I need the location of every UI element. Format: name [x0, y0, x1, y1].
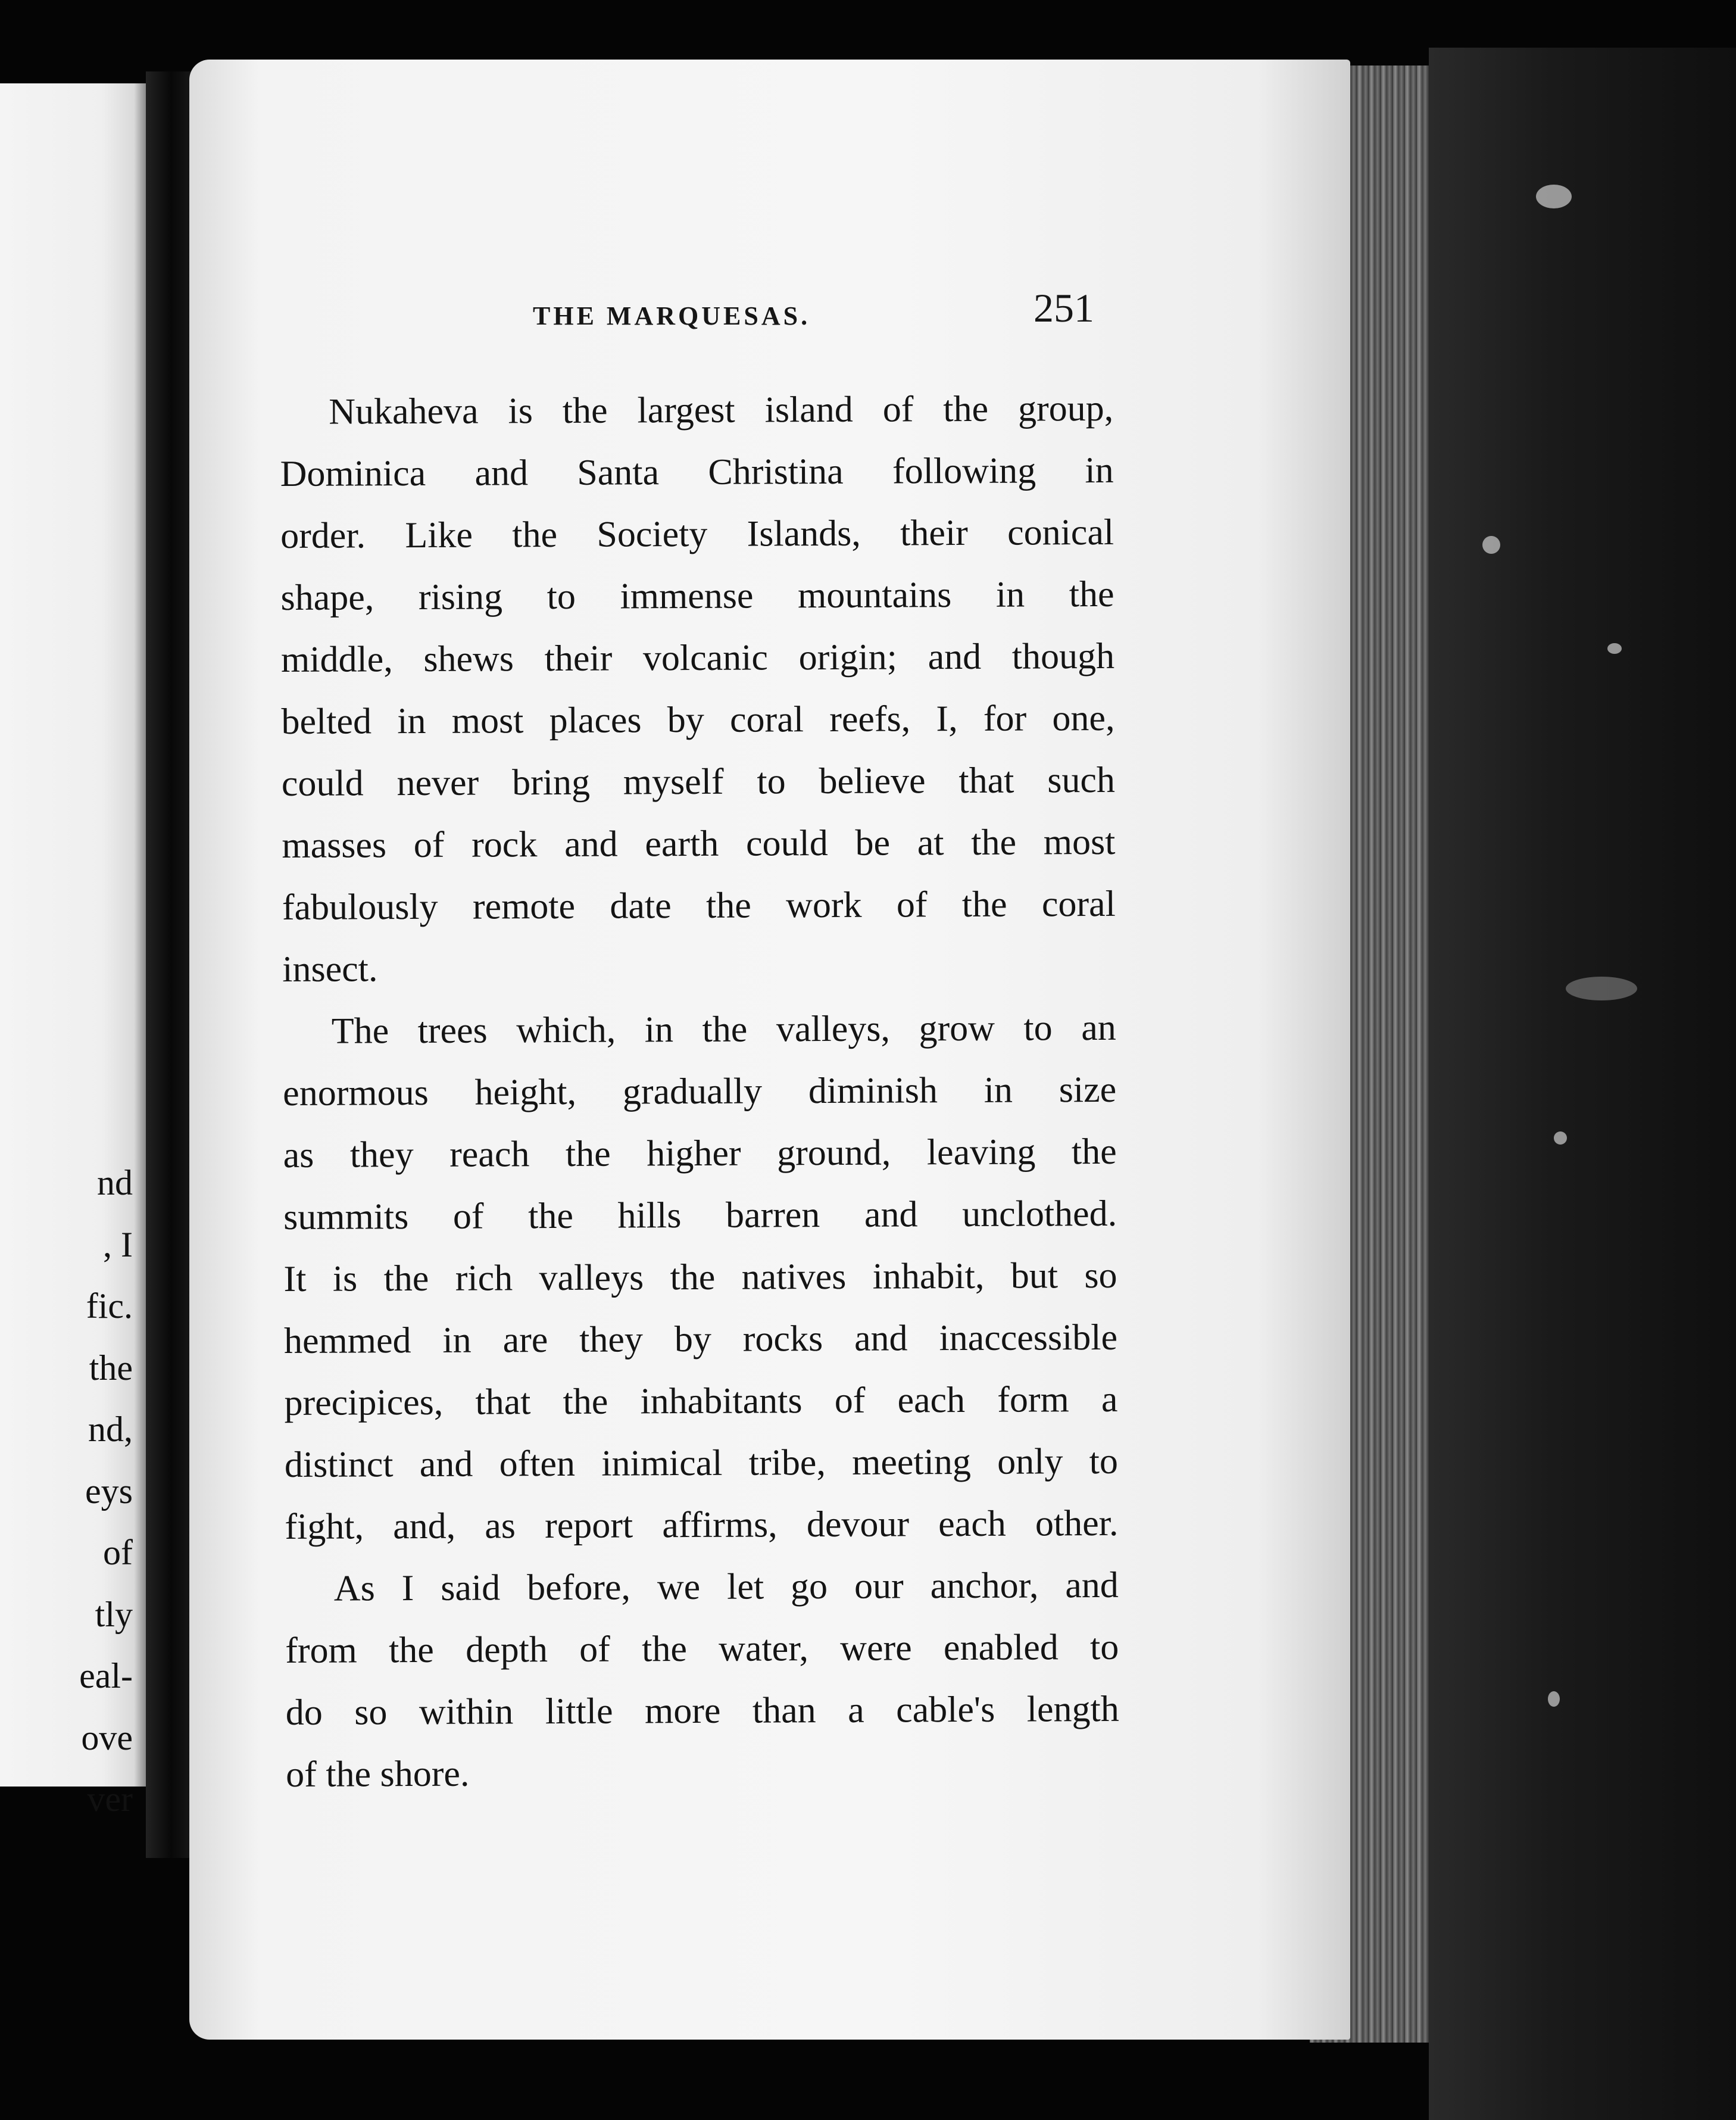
- paragraph: [280, 378, 1116, 1000]
- text-line: Nukaheva is the largest island of the group,: [329, 388, 1114, 432]
- text-line: As I said before, we let go our anchor, and: [333, 1564, 1119, 1609]
- fragment-line: the: [89, 1348, 133, 1388]
- fragment-line: eys: [85, 1471, 133, 1511]
- fragment-line: nd: [97, 1163, 133, 1202]
- running-head: THE MARQUESAS.: [533, 301, 811, 331]
- fragment-line: , I: [103, 1224, 133, 1264]
- text-line: from the depth of the water, were enabled to: [285, 1626, 1119, 1671]
- text-line: do so within little more than a cable's length: [285, 1688, 1119, 1733]
- text-line: It is the rich valleys the natives inhabit, but so: [283, 1255, 1117, 1299]
- text-line: middle, shews their volcanic origin; and though: [280, 635, 1115, 680]
- dust-speck: [1536, 185, 1572, 208]
- fragment-line: ove: [81, 1717, 133, 1757]
- text-line: The trees which, in the valleys, grow to an: [331, 1007, 1116, 1052]
- page-number: 251: [1034, 285, 1094, 331]
- paragraph: [283, 997, 1119, 1558]
- previous-page-text-fragments: [49, 1152, 133, 1831]
- text-line: of the shore.: [286, 1753, 470, 1795]
- fragment-line: ver: [87, 1779, 133, 1819]
- text-line: could never bring myself to believe that such: [281, 759, 1116, 804]
- text-line: insect.: [282, 949, 378, 990]
- text-line: shape, rising to immense mountains in the: [280, 573, 1114, 618]
- page-body-text: [280, 378, 1119, 1806]
- dust-speck: [1548, 1691, 1560, 1707]
- fragment-line: tly: [95, 1594, 133, 1634]
- book-cover-edge: [1429, 48, 1736, 2120]
- text-line: masses of rock and earth could be at the most: [282, 821, 1116, 866]
- fragment-line: fic.: [86, 1286, 133, 1326]
- dust-speck: [1607, 643, 1622, 654]
- text-line: precipices, that the inhabitants of each form a: [284, 1379, 1118, 1423]
- text-line: Dominica and Santa Christina following in: [280, 450, 1114, 494]
- fragment-line: eal-: [79, 1656, 133, 1695]
- text-line: fight, and, as report affirms, devour each other.: [285, 1502, 1119, 1547]
- text-line: enormous height, gradually diminish in size: [283, 1069, 1117, 1114]
- text-line: distinct and often inimical tribe, meeting only to: [284, 1441, 1119, 1485]
- previous-page-edge: [0, 83, 146, 1819]
- text-line: order. Like the Society Islands, their conical: [280, 512, 1114, 556]
- text-line: fabulously remote date the work of the coral: [282, 883, 1116, 928]
- text-line: summits of the hills barren and unclothed.: [283, 1193, 1117, 1237]
- text-line: belted in most places by coral reefs, I, for one,: [281, 697, 1115, 742]
- dust-speck: [1482, 536, 1500, 554]
- fragment-line: nd,: [88, 1410, 133, 1449]
- paragraph: [285, 1554, 1120, 1806]
- dust-speck: [1554, 1131, 1567, 1145]
- dust-speck: [1566, 977, 1637, 1000]
- text-line: as they reach the higher ground, leaving the: [283, 1131, 1117, 1176]
- fragment-line: of: [103, 1533, 133, 1572]
- text-line: hemmed in are they by rocks and inaccessible: [283, 1317, 1118, 1361]
